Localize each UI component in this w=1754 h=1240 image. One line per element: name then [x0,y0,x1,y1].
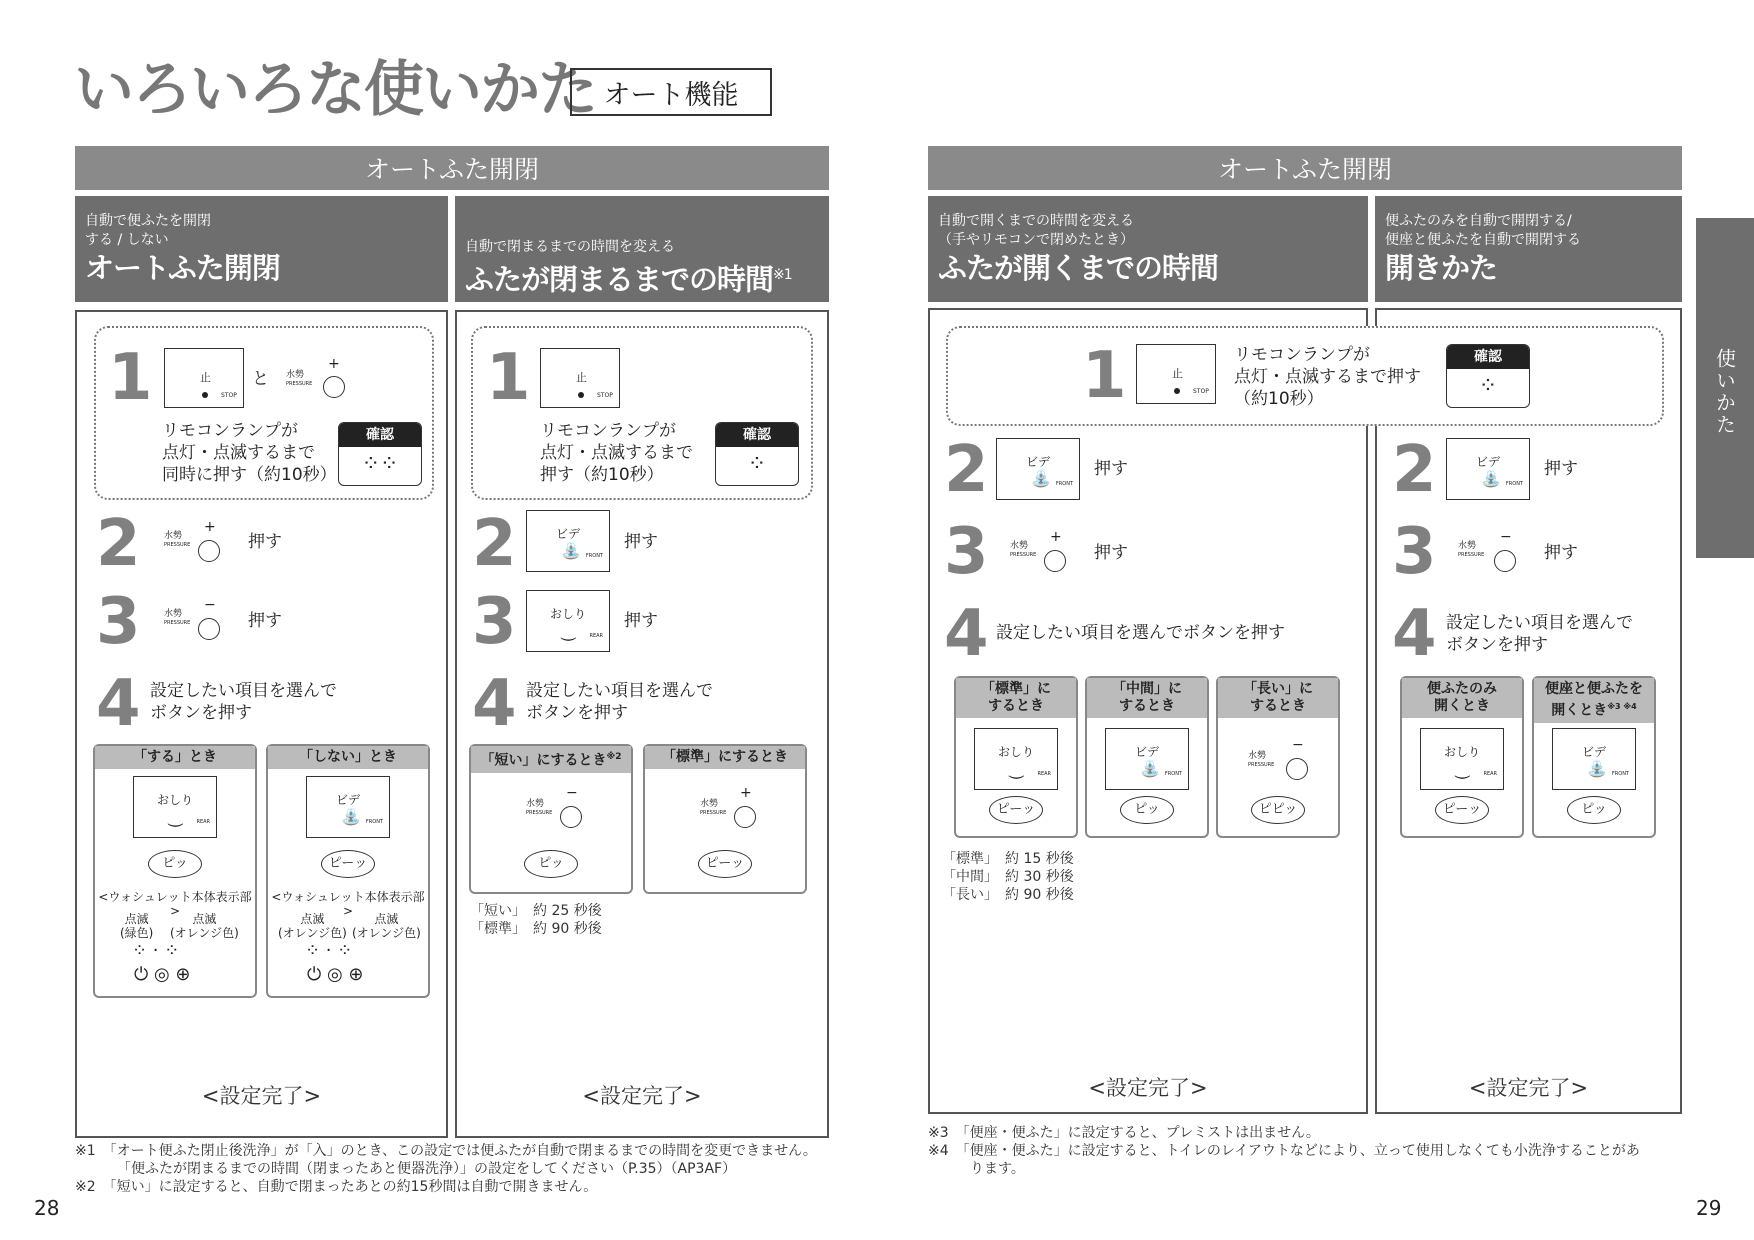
rear-label-4: REAR [1483,771,1497,777]
pressure-text-3: 水勢 [164,609,183,619]
front-spray-icon: ⛲ [341,807,361,826]
oshiri-button-2[interactable] [526,590,610,652]
orange-text-3: (オレンジ色) [352,926,421,940]
col2-step2-number: 2 [472,507,517,581]
section-band-left: オートふた開閉 [75,146,829,190]
col1-step2-number: 2 [96,507,141,581]
col4-step3-number: 3 [1392,515,1437,589]
beep-bubble-7: ピピッ [1251,796,1305,824]
col3-time-standard: 「標準」 約 15 秒後 [942,851,1074,867]
orange-text-2: (オレンジ色) [278,926,347,940]
beep-bubble: ピッ [148,850,202,878]
col3-card-long-title [1218,678,1338,718]
col2-times [470,902,602,938]
col2-step1-text [540,420,693,486]
col3-card-middle-title [1087,678,1207,718]
rear-label: REAR [196,819,210,825]
shared-step1-line1: リモコンランプが [1234,345,1370,365]
col4-step3-text: 押す [1544,543,1578,563]
bidet-button-2[interactable] [526,510,610,572]
page-number-left: 28 [34,1196,60,1220]
col3-card-long-t1: 「長い」に [1243,681,1313,697]
blink-orange-label-3 [352,912,421,940]
col1-and: と [252,369,269,389]
col1-step1-line1: リモコンランプが [162,421,298,441]
page-badge: オート機能 [570,68,772,116]
col1-step1-number: 1 [108,341,153,415]
col3-card-standard-t2: するとき [988,698,1044,714]
stop-label-2: 止 [576,371,587,384]
col2-time-standard: 「標準」 約 90 秒後 [470,921,602,937]
oshiri-button[interactable] [133,776,217,838]
stop-label: 止 [200,371,211,384]
rear-spray-icon-2: ⏝ [561,621,577,640]
bidet-label-6: ビデ [1581,745,1606,759]
note-1: ※1 「オート便ふた閉止後洗浄」が「入」のとき、この設定では便ふたが自動で閉まるまでの時間を変更できません。 [75,1143,817,1159]
col3-subtitle-2: （手やリモコンで閉めたとき） [938,232,1134,248]
beep-bubble-9: ピッ [1567,796,1621,824]
col2-step1-line3: 押す（約10秒） [540,465,664,485]
bidet-label-4: ビデ [1134,745,1159,759]
blink-text-2: 点滅 [192,912,217,926]
col4-step2-text: 押す [1544,459,1578,479]
pressure-label-4 [526,800,552,818]
col3-card-standard-title [956,678,1076,718]
col1-step3-text: 押す [248,611,282,631]
pressure-small-text-2: PRESSURE [164,542,191,548]
rear-spray-icon: ⏝ [168,807,184,826]
col2-card-standard-title: 「標準」にするとき [645,746,805,769]
col3-title: ふたが開くまでの時間 [938,251,1219,285]
front-label: FRONT [365,819,383,825]
front-label-3: FRONT [1055,481,1073,487]
pressure-small-text-8: PRESSURE [1458,552,1485,558]
rear-label-3: REAR [1037,771,1051,777]
pressure-small-text-6: PRESSURE [1010,552,1037,558]
confirm-label: 確認 [339,423,421,447]
minus-sign-7: − [1292,737,1304,753]
blink-icon: ⁘⁘ [361,452,399,477]
oshiri-button-4[interactable] [1420,728,1504,790]
col3-step4-text: 設定したい項目を選んでボタンを押す [996,623,1285,643]
col2-card-short-title [471,746,631,773]
front-label-6: FRONT [1611,771,1629,777]
note-4: ※4 「便座・便ふた」に設定すると、トイレのレイアウトなどにより、立って使用しなくても小洗浄することがあ [928,1143,1640,1159]
blink-text-3: 点滅 [300,912,325,926]
col4-card-seat-lid-mark: ※3 ※4 [1607,702,1637,711]
rear-spray-icon-4: ⏝ [1455,759,1471,778]
stop-button[interactable] [164,348,244,408]
stop-small-label: STOP [221,392,237,399]
blink-icon-3: ⁘ [1478,374,1498,399]
col2-subtitle: 自動で閉まるまでの時間を変える [465,239,675,255]
oshiri-label-4: おしり [1443,745,1480,759]
minus-sign-8: − [1500,529,1512,545]
col4-card-seat-lid-t2-line [1534,698,1654,720]
col1-step4-number: 4 [96,667,141,741]
col4-card-lid-t2: 開くとき [1434,698,1490,714]
note-2: ※2 「短い」に設定すると、自動で閉まったあとの約15秒間は自動で開きません。 [75,1179,598,1195]
col2-step4-line1: 設定したい項目を選んで [526,681,713,701]
plus-sign-6: + [1050,529,1062,545]
plus-sign-5: + [740,785,752,801]
note-3: ※3 「便座・便ふた」に設定すると、プレミストは出ません。 [928,1125,1320,1141]
stop-button-3[interactable] [1136,344,1216,404]
pressure-small-text: PRESSURE [286,381,313,387]
col2-step2-text: 押す [624,532,658,552]
page-number-right: 29 [1696,1196,1722,1220]
col3-times [942,850,1074,904]
oshiri-label: おしり [156,793,193,807]
notes-right [928,1124,1688,1178]
beep-bubble-8: ピーッ [1435,796,1489,824]
col2-time-short: 「短い」 約 25 秒後 [470,903,602,919]
note-1-cont: 「便ふたが閉まるまでの時間（閉まったあと便器洗浄）」の設定をしてください（P.35）（AP3AF） [117,1161,737,1177]
col3-step4-number: 4 [944,597,989,671]
col3-subtitle-1: 自動で開くまでの時間を変える [938,213,1134,229]
col1-step1-text [162,420,337,486]
oshiri-button-3[interactable] [974,728,1058,790]
stop-dot [202,392,208,398]
pressure-text-4: 水勢 [526,799,545,809]
col2-title-mark: ※1 [773,267,792,283]
front-label-5: FRONT [1505,481,1523,487]
col4-card-seat-lid-title [1534,678,1654,723]
col2-done: <設定完了> [582,1084,702,1108]
col1-title: オートふた開閉 [85,251,280,285]
beep-bubble-2: ピーッ [321,850,375,878]
col2-title [465,257,819,298]
bidet-button-4[interactable] [1105,728,1189,790]
beep-bubble-4: ピーッ [698,850,752,878]
beep-bubble-6: ピッ [1120,796,1174,824]
col1-step4-line1: 設定したい項目を選んで [150,681,337,701]
confirm-label-3: 確認 [1447,345,1529,369]
col3-step3-number: 3 [944,515,989,589]
blink-icon-2: ⁘ [747,452,767,477]
beep-bubble-3: ピッ [524,850,578,878]
pressure-small-text-7: PRESSURE [1248,762,1275,768]
confirm-lamp-2 [715,422,799,486]
pressure-plus-button-2[interactable] [198,540,220,562]
pressure-text-7: 水勢 [1248,751,1267,761]
blink-text: 点滅 [124,912,149,926]
col2-step4-text [526,680,713,724]
bidet-label-3: ビデ [1025,455,1050,469]
front-spray-icon-6: ⛲ [1587,759,1607,778]
shared-step1-line2: 点灯・点滅するまで押す [1234,367,1421,387]
pressure-label-2 [164,532,190,550]
col4-card-lid-title [1402,678,1522,718]
pressure-minus-button-3[interactable] [1286,758,1308,780]
col1-step1-line3: 同時に押す（約10秒） [162,465,337,485]
power-status-icons: ⏻ ◎ ⊕ [134,964,191,985]
display-label-2: <ウォシュレット本体表示部> [271,890,425,918]
bidet-button-6[interactable] [1552,728,1636,790]
col1-subtitle-1: 自動で便ふたを開閉 [85,213,211,229]
green-text: (緑色) [120,926,154,940]
notes-left [75,1142,835,1196]
pressure-plus-button[interactable] [323,376,345,398]
col4-step4-line2: ボタンを押す [1446,635,1548,655]
col1-step3-number: 3 [96,585,141,659]
col2-step3-text: 押す [624,611,658,631]
pressure-text-2: 水勢 [164,531,183,541]
shared-step1-number: 1 [1082,339,1127,413]
pressure-label-6 [1010,542,1036,560]
col3-step2-number: 2 [944,433,989,507]
col3-card-middle-t1: 「中間」に [1112,681,1182,697]
col1-card-off-title: 「しない」とき [268,746,428,769]
col3-card-middle-t2: するとき [1119,698,1175,714]
col3-step3-text: 押す [1094,543,1128,563]
bidet-button-5[interactable] [1446,438,1530,500]
stop-small-label-2: STOP [597,392,613,399]
col4-subtitle-1: 便ふたのみを自動で開閉する/ [1385,213,1572,229]
col4-step4-text [1446,612,1633,656]
col3-time-middle: 「中間」 約 30 秒後 [942,869,1074,885]
pressure-text: 水勢 [286,370,305,380]
section-band-right: オートふた開閉 [928,146,1682,190]
display-label: <ウォシュレット本体表示部> [98,890,252,918]
pressure-small-text-5: PRESSURE [700,810,727,816]
front-label-4: FRONT [1164,771,1182,777]
col4-card-seat-lid-t1: 便座と便ふたを [1545,681,1643,697]
pressure-label-3 [164,610,190,628]
col2-title-text: ふたが閉まるまでの時間 [465,262,774,297]
col2-step4-number: 4 [472,667,517,741]
col2-step3-number: 3 [472,585,517,659]
col2-header [455,196,829,302]
col4-step4-number: 4 [1392,597,1437,671]
lamp-blink-icons-2: ⁘ · ⁘ [305,940,353,961]
confirm-lamp-3 [1446,344,1530,408]
bidet-label-2: ビデ [555,527,580,541]
col1-subtitle-2: する / しない [85,232,169,248]
col1-step1-line2: 点灯・点滅するまで [162,443,315,463]
stop-dot-2 [578,392,584,398]
bidet-label: ビデ [335,793,360,807]
bidet-button[interactable] [306,776,390,838]
blink-green-label [120,912,153,940]
pressure-text-5: 水勢 [700,799,719,809]
col1-step2-text: 押す [248,532,282,552]
front-spray-icon-4: ⛲ [1140,759,1160,778]
stop-button-2[interactable] [540,348,620,408]
bidet-button-3[interactable] [996,438,1080,500]
pressure-minus-button-2[interactable] [560,806,582,828]
power-status-icons-2: ⏻ ◎ ⊕ [307,964,364,985]
col4-subtitle-2: 便座と便ふたを自動で開閉する [1385,232,1581,248]
stop-label-3: 止 [1172,367,1183,380]
stop-dot-3 [1174,388,1180,394]
col3-card-standard-t1: 「標準」に [981,681,1051,697]
col1-card-on-title: 「する」とき [95,746,255,769]
note-4-cont: ります。 [970,1161,1025,1177]
col2-step1-line1: リモコンランプが [540,421,676,441]
minus-sign-4: − [566,785,578,801]
front-label-2: FRONT [585,553,603,559]
col2-step1-line2: 点灯・点滅するまで [540,443,693,463]
front-spray-icon-2: ⛲ [561,541,581,560]
front-spray-icon-5: ⛲ [1481,469,1501,488]
col2-step1-number: 1 [486,341,531,415]
beep-bubble-5: ピーッ [989,796,1043,824]
col4-step4-line1: 設定したい項目を選んで [1446,613,1633,633]
pressure-label [286,371,312,389]
pressure-small-text-4: PRESSURE [526,810,553,816]
shared-step1-text [1234,344,1421,410]
rear-label-2: REAR [589,633,603,639]
col1-done: <設定完了> [201,1084,322,1108]
col1-step4-text [150,680,337,724]
confirm-label-2: 確認 [716,423,798,447]
plus-sign-2: + [204,519,216,535]
side-tab: 使いかた [1696,218,1754,558]
col4-card-seat-lid-t2: 開くとき [1551,702,1608,719]
pressure-label-7 [1248,752,1274,770]
col4-step2-number: 2 [1392,433,1437,507]
col4-card-lid-t1: 便ふたのみ [1427,681,1497,697]
plus-sign: + [328,356,340,372]
pressure-small-text-3: PRESSURE [164,620,191,626]
col2-card-short-title-text: 「短い」にするとき [480,752,607,769]
blink-orange-label-2 [278,912,347,940]
col3-step2-text: 押す [1094,459,1128,479]
pressure-label-8 [1458,542,1484,560]
pressure-text-6: 水勢 [1010,541,1029,551]
pressure-label-5 [700,800,726,818]
page-title: いろいろな使いかた [74,55,596,125]
blink-orange-label [170,912,239,940]
col1-header [75,196,448,302]
shared-step1-line3: （約10秒） [1234,389,1324,409]
col3-header [928,196,1368,302]
rear-spray-icon-3: ⏝ [1009,759,1025,778]
col1-step4-line2: ボタンを押す [150,703,252,723]
col4-title: 開きかた [1385,251,1498,285]
bidet-label-5: ビデ [1475,455,1500,469]
minus-sign-3: − [204,597,216,613]
col4-header [1375,196,1682,302]
blink-text-4: 点滅 [374,912,399,926]
col3-time-long: 「長い」 約 90 秒後 [942,887,1074,903]
col2-step4-line2: ボタンを押す [526,703,628,723]
pressure-plus-button-4[interactable] [1044,550,1066,572]
oshiri-label-2: おしり [549,607,586,621]
orange-text: (オレンジ色) [170,926,239,940]
pressure-plus-button-3[interactable] [734,806,756,828]
col3-card-long-t2: するとき [1250,698,1306,714]
oshiri-label-3: おしり [997,745,1034,759]
front-spray-icon-3: ⛲ [1031,469,1051,488]
pressure-minus-button[interactable] [198,618,220,640]
col2-card-short-mark: ※2 [606,752,622,762]
col3-done: <設定完了> [1088,1076,1208,1100]
pressure-text-8: 水勢 [1458,541,1477,551]
pressure-minus-button-4[interactable] [1494,550,1516,572]
confirm-lamp [338,422,422,486]
col4-done: <設定完了> [1468,1076,1589,1100]
stop-small-label-3: STOP [1193,388,1209,395]
lamp-blink-icons: ⁘ · ⁘ [132,940,180,961]
